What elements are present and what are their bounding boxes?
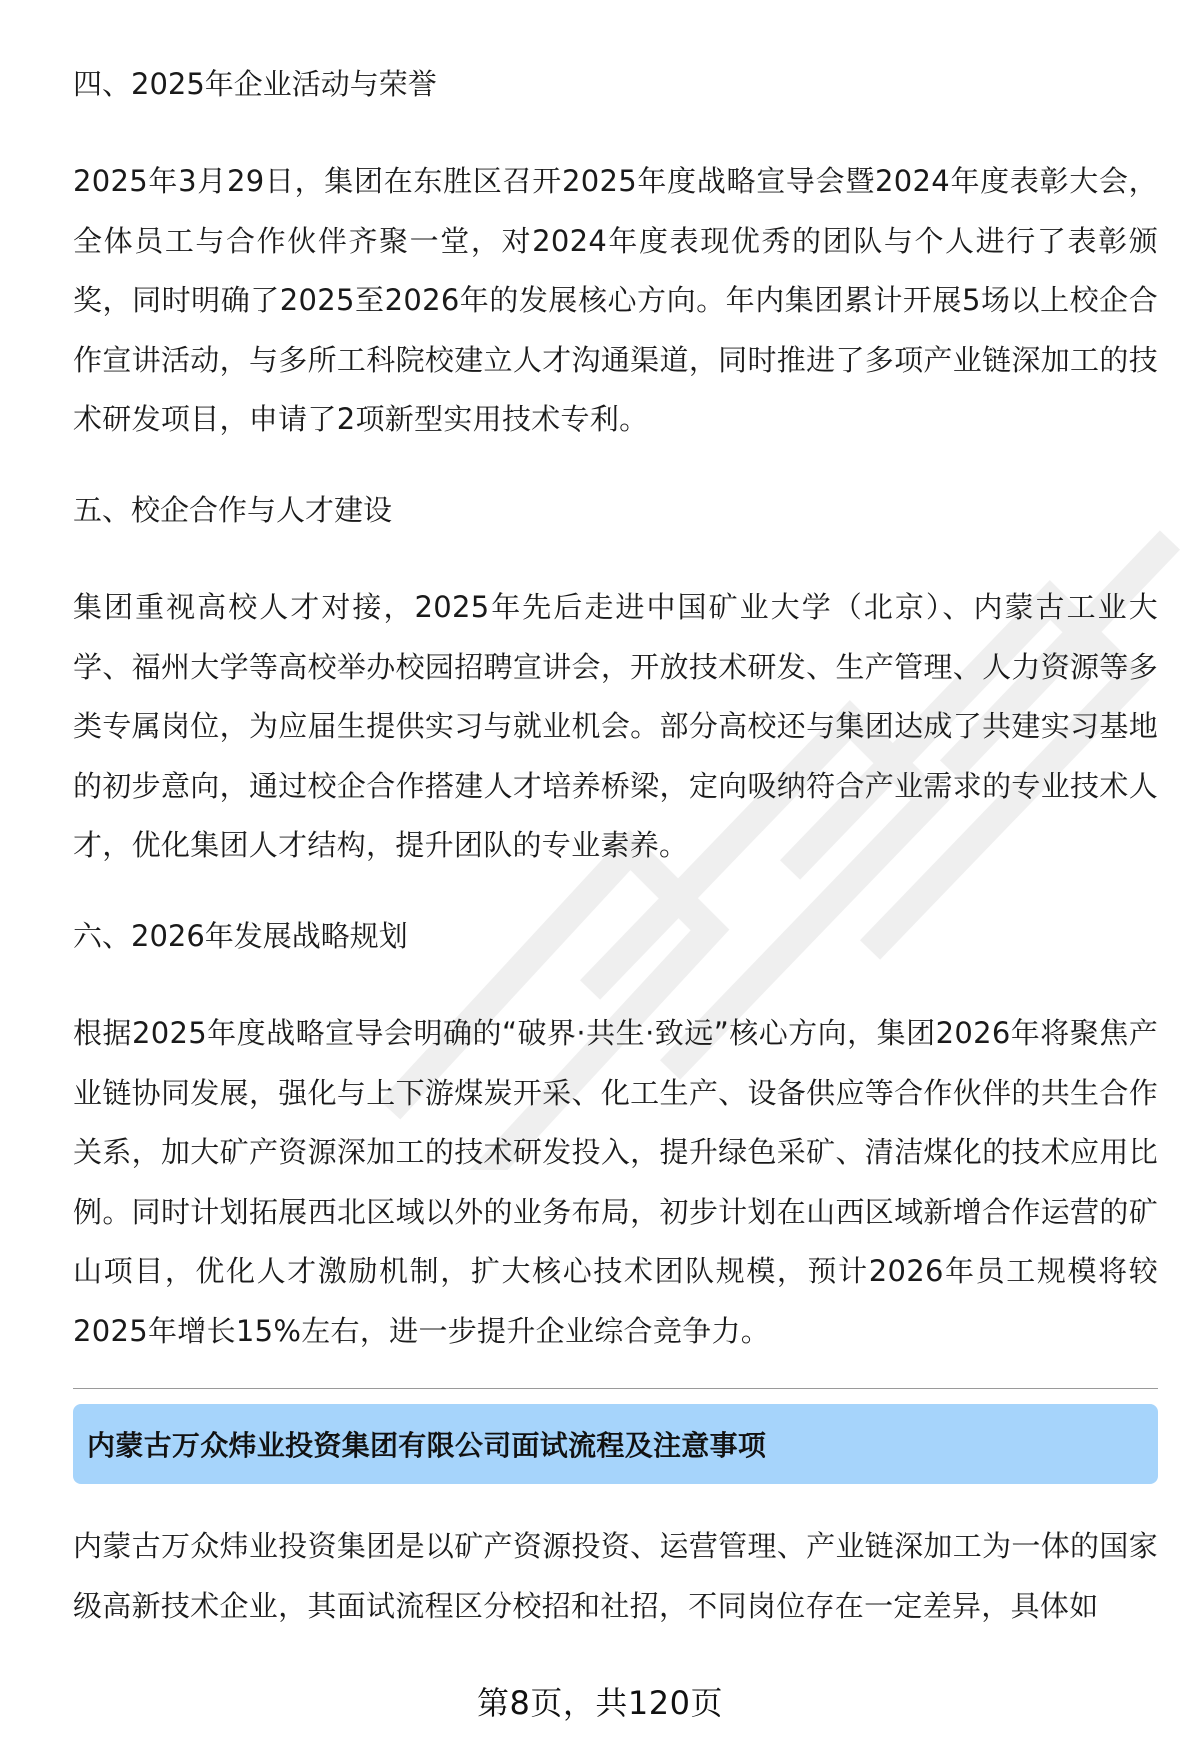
- section-heading-talent: 五、校企合作与人才建设: [73, 492, 393, 527]
- section-body-activities: 2025年3月29日，集团在东胜区召开2025年度战略宣导会暨2024年度表彰大会，全体员工与合作伙伴齐聚一堂，对2024年度表现优秀的团队与个人进行了表彰颁奖，同时明确了2025至2026年的发展核心方向。年内集团累计开展5场以上校企合作宣讲活动，与多所工科院校建立人才沟通渠道，同时推进了多项产业链深加工的技术研发项目，申请了2项新型实用技术专利。: [73, 164, 1158, 437]
- main-content: [73, 62, 1158, 1362]
- page-number: 第8页，共120页: [477, 1684, 723, 1722]
- interview-banner: [73, 1404, 1158, 1484]
- section-heading-activities: 四、2025年企业活动与荣誉: [73, 67, 437, 101]
- interview-intro: [73, 1517, 1158, 1636]
- section-body-strategy: 根据2025年度战略宣导会明确的“破界·共生·致远”核心方向，集团2026年将聚焦产业链协同发展，强化与上下游煤炭开采、化工生产、设备供应等合作伙伴的共生合作关系，加大矿产资源深加工的技术研发投入，提升绿色采矿、清洁煤化的技术应用比例。同时计划拓展西北区域以外的业务布局，初步计划在山西区域新增合作运营的矿山项目，优化人才激励机制，扩大核心技术团队规模，预计2026年员工规模将较2025年增长15%左右，进一步提升企业综合竞争力。: [73, 1015, 1158, 1348]
- section-body-talent: 集团重视高校人才对接，2025年先后走进中国矿业大学（北京）、内蒙古工业大学、福州大学等高校举办校园招聘宣讲会，开放技术研发、生产管理、人力资源等多类专属岗位，为应届生提供实习与就业机会。部分高校还与集团达成了共建实习基地的初步意向，通过校企合作搭建人才培养桥梁，定向吸纳符合产业需求的专业技术人才，优化集团人才结构，提升团队的专业素养。: [73, 589, 1158, 863]
- section-divider: [73, 1388, 1158, 1389]
- interview-intro-text: 内蒙古万众炜业投资集团是以矿产资源投资、运营管理、产业链深加工为一体的国家级高新技术企业，其面试流程区分校招和社招，不同岗位存在一定差异，具体如: [73, 1529, 1158, 1623]
- section-heading-strategy: 六、2026年发展战略规划: [73, 918, 408, 953]
- interview-banner-title: 内蒙古万众炜业投资集团有限公司面试流程及注意事项: [87, 1429, 767, 1462]
